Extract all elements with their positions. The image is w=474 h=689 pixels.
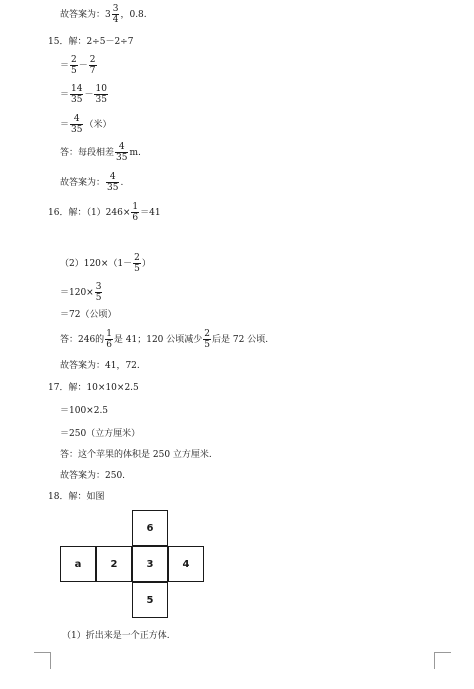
fraction: $\frac{1}{6}$ bbox=[106, 329, 112, 350]
q16-step-3: ＝72（公顷） bbox=[60, 310, 117, 320]
q14-final-answer: 故答案为：3 $\frac{3}{4}$ ，0.8. bbox=[60, 4, 147, 25]
q16-answer: 答：246的 $\frac{1}{6}$ 是 41；120 公顷减少 $\frac{2}{5}$ 后是 72 公顷. bbox=[60, 329, 269, 350]
q15-step-3: ＝ $\frac{4}{35}$ （米） bbox=[60, 114, 112, 135]
q17-heading: 17．解：10×10×2.5 bbox=[48, 383, 139, 393]
q15-step-1: ＝ $\frac{2}{5}$ － $\frac{2}{7}$ bbox=[60, 55, 96, 76]
q18-heading: 18．解：如图 bbox=[48, 492, 105, 502]
fraction: $\frac{4}{35}$ bbox=[71, 114, 83, 135]
page-corner-mark-right bbox=[434, 652, 451, 669]
q16-step-2: ＝120× $\frac{3}{5}$ bbox=[60, 282, 102, 303]
net-face-a: a bbox=[60, 546, 96, 582]
fraction: $\frac{2}{7}$ bbox=[89, 55, 96, 76]
q15-step-2: ＝ $\frac{14}{35}$ － $\frac{10}{35}$ bbox=[60, 84, 107, 105]
page-corner-mark-left bbox=[34, 652, 51, 669]
q16-final-answer: 故答案为：41，72. bbox=[60, 361, 140, 371]
q17-step-2: ＝250（立方厘米） bbox=[60, 429, 141, 439]
q15-answer: 答：每段相差 $\frac{4}{35}$ m. bbox=[60, 142, 141, 163]
q16-heading: 16．解：（1）246× $\frac{1}{6}$ ＝41 bbox=[48, 202, 161, 223]
q16-part-2: （2）120×（1－ $\frac{2}{5}$ ） bbox=[60, 253, 151, 274]
fraction: $\frac{2}{5}$ bbox=[204, 329, 211, 350]
q17-final-answer: 故答案为：250. bbox=[60, 471, 126, 481]
fraction: $\frac{2}{5}$ bbox=[134, 253, 140, 274]
fraction: $\frac{1}{6}$ bbox=[132, 202, 139, 223]
q15-final-answer: 故答案为： $\frac{4}{35}$ . bbox=[60, 172, 124, 193]
q15-heading: 15．解：2÷5－2÷7 bbox=[48, 37, 134, 47]
fraction: $\frac{10}{35}$ bbox=[95, 84, 107, 105]
q18-note: （1）折出来是一个正方体. bbox=[62, 631, 170, 641]
net-face-3: 3 bbox=[132, 546, 168, 582]
net-face-bottom: 5 bbox=[132, 582, 168, 618]
q17-step-1: ＝100×2.5 bbox=[60, 406, 109, 416]
fraction: $\frac{2}{5}$ bbox=[71, 55, 77, 76]
fraction: $\frac{4}{35}$ bbox=[116, 142, 128, 163]
fraction: $\frac{14}{35}$ bbox=[71, 84, 83, 105]
net-face-2: 2 bbox=[96, 546, 132, 582]
fraction: $\frac{4}{35}$ bbox=[107, 172, 119, 193]
net-face-4: 4 bbox=[168, 546, 204, 582]
net-face-top: 6 bbox=[132, 510, 168, 546]
q17-answer: 答：这个苹果的体积是 250 立方厘米. bbox=[60, 450, 212, 460]
fraction: $\frac{3}{5}$ bbox=[95, 282, 102, 303]
fraction: $\frac{3}{4}$ bbox=[112, 4, 119, 25]
